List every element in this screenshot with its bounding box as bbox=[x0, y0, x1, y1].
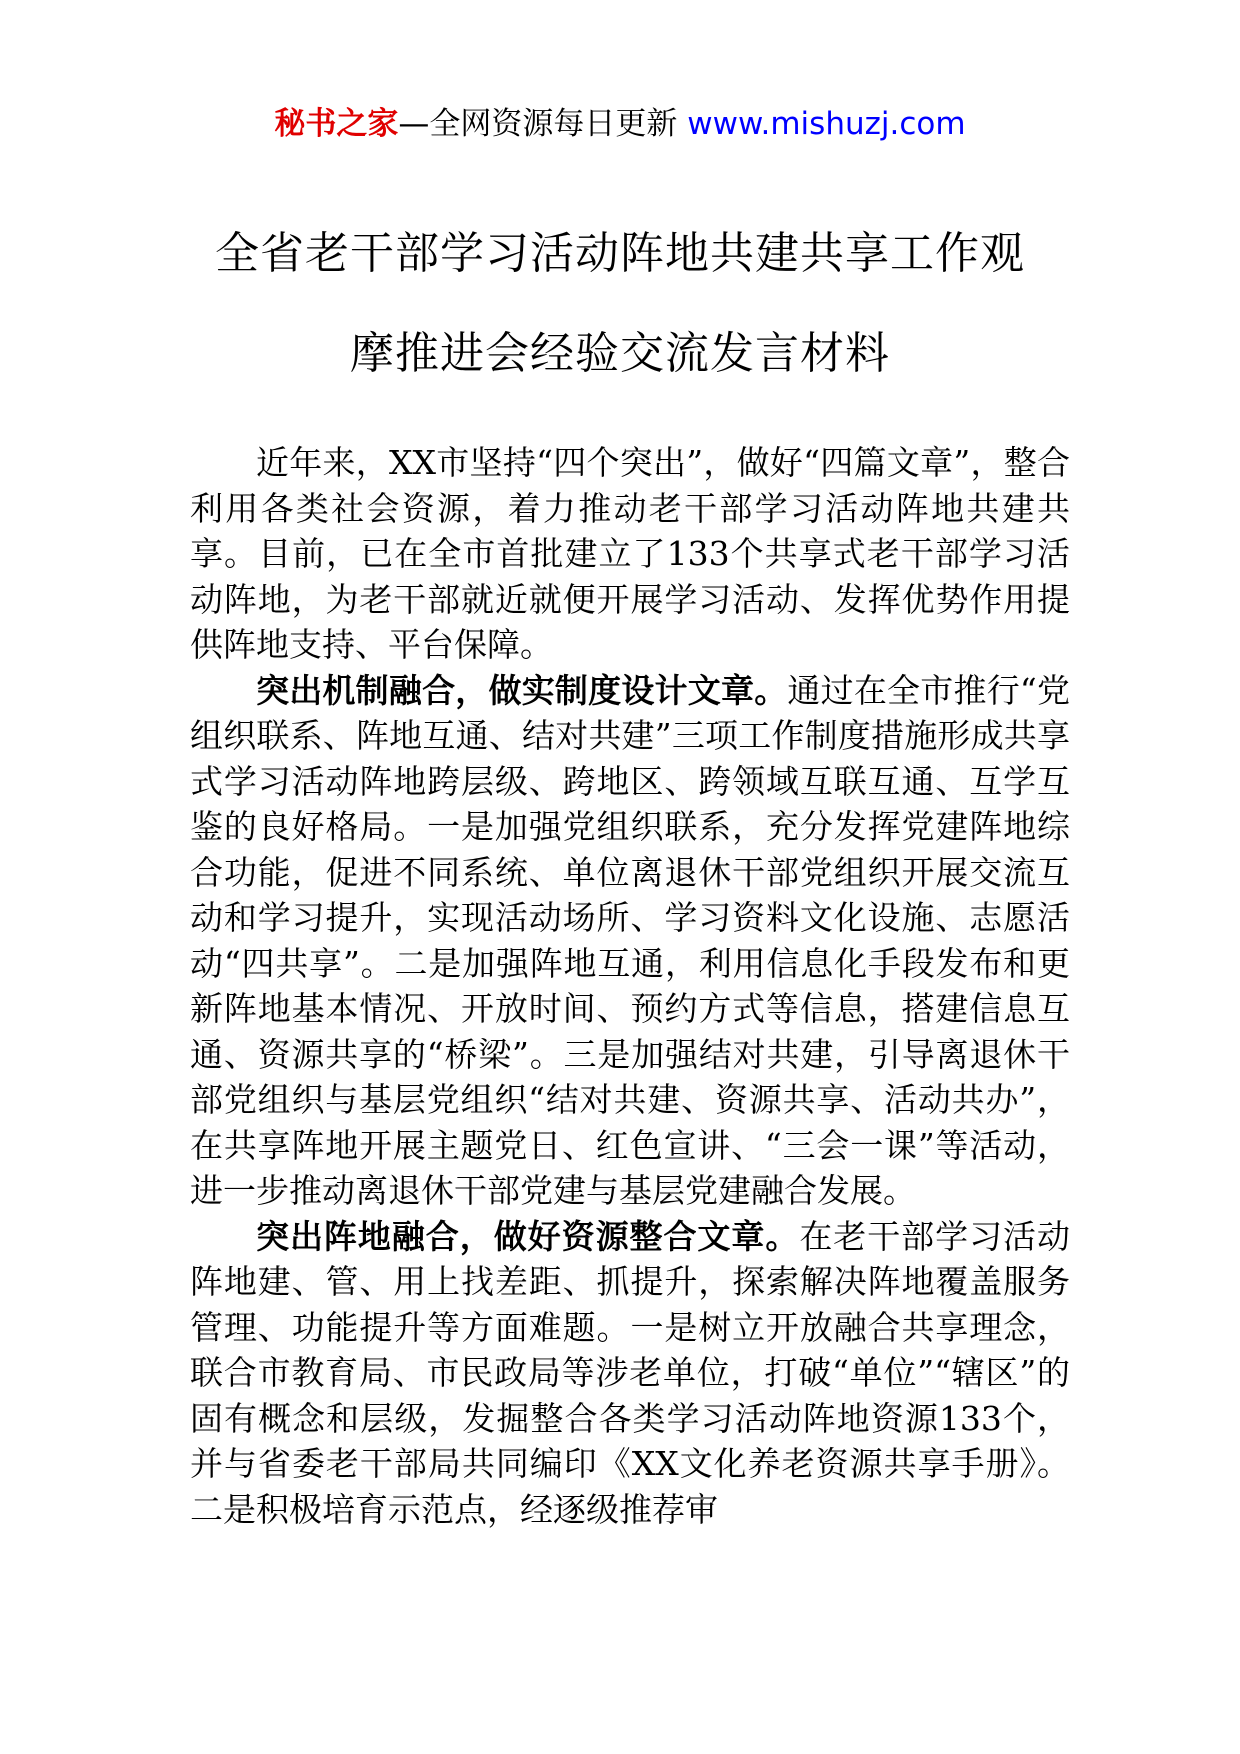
body-paragraph-resources bbox=[190, 1214, 1070, 1533]
document-title-line-2: 摩推进会经验交流发言材料 bbox=[350, 328, 890, 379]
site-url-link[interactable]: www.mishuzj.com bbox=[687, 106, 966, 142]
site-header-banner bbox=[0, 100, 1240, 148]
paragraph-lead: 突出机制融合，做实制度设计文章。 bbox=[256, 670, 788, 710]
paragraph-text: 在老干部学习活动阵地建、管、用上找差距、抓提升，探索解决阵地覆盖服务管理、功能提升等方面难题。一是树立开放融合共享理念，联合市教育局、市民政局等涉老单位，打破“单位”“辖区”的固有概念和层级，发掘整合各类学习活动阵地资源133个，并与省委老干部局共同编印《XX文化养老资源共享手册》。二是积极培育示范点，经逐级推荐审 bbox=[190, 1216, 1071, 1529]
paragraph-text: 近年来，XX市坚持“四个突出”，做好“四篇文章”，整合利用各类社会资源，着力推动老干部学习活动阵地共建共享。目前，已在全市首批建立了133个共享式老干部学习活动阵地，为老干部就近就便开展学习活动、发挥优势作用提供阵地支持、平台保障。 bbox=[190, 443, 1070, 664]
site-brand: 秘书之家 bbox=[274, 106, 399, 142]
paragraph-lead: 突出阵地融合，做好资源整合文章。 bbox=[256, 1216, 800, 1256]
document-title bbox=[180, 204, 1060, 404]
document-body bbox=[190, 440, 1070, 1532]
document-title-line-1: 全省老干部学习活动阵地共建共享工作观 bbox=[215, 228, 1025, 279]
site-tagline: —全网资源每日更新 bbox=[398, 106, 678, 142]
body-paragraph-intro bbox=[190, 440, 1070, 668]
paragraph-text: 通过在全市推行“党组织联系、阵地互通、结对共建”三项工作制度措施形成共享式学习活动阵地跨层级、跨地区、跨领域互联互通、互学互鉴的良好格局。一是加强党组织联系，充分发挥党建阵地综合功能，促进不同系统、单位离退休干部党组织开展交流互动和学习提升，实现活动场所、学习资料文化设施、志愿活动“四共享”。二是加强阵地互通，利用信息化手段发布和更新阵地基本情况、开放时间、预约方式等信息，搭建信息互通、资源共享的“桥梁”。三是加强结对共建，引导离退休干部党组织与基层党组织“结对共建、资源共享、活动共办”，在共享阵地开展主题党日、红色宣讲、“三会一课”等活动，进一步推动离退休干部党建与基层党建融合发展。 bbox=[190, 670, 1071, 1210]
body-paragraph-mechanism bbox=[190, 668, 1070, 1214]
